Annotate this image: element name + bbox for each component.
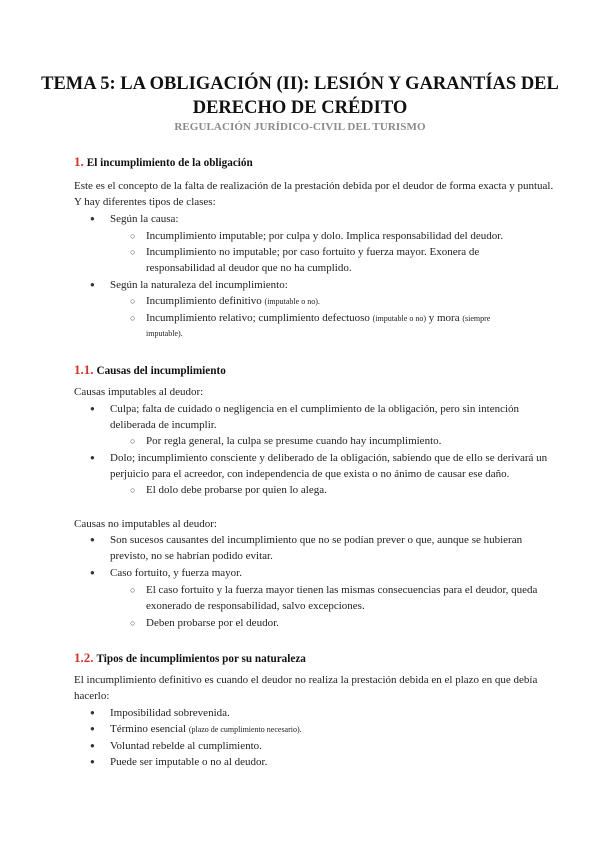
- section-title: Tipos de incumplimientos por su naturaleza: [96, 653, 306, 665]
- page-title: [40, 72, 560, 120]
- section-number: 1.2.: [74, 650, 94, 665]
- item-text: y mora: [428, 312, 460, 324]
- list-item: ● Según la causa:: [110, 211, 178, 227]
- paragraph: Este es el concepto de la falta de realización de la prestación debida por el deudor de forma exacta y puntual.: [74, 180, 554, 192]
- paragraph: El incumplimiento definitivo es cuando el deudor no realiza la prestación debida en el plazo en que debía: [74, 674, 538, 686]
- list-item: ● Culpa; falta de cuidado o negligencia en el cumplimiento de la obligación, pero sin intención: [110, 401, 519, 417]
- list-item: ● Puede ser imputable o no al deudor.: [110, 754, 267, 770]
- list-item: ● Imposibilidad sobrevenida.: [110, 705, 230, 721]
- paragraph: Causas no imputables al deudor:: [74, 518, 217, 530]
- section-title: Causas del incumplimiento: [96, 365, 226, 377]
- list-item: [146, 310, 490, 327]
- list-item: ● Dolo; incumplimiento consciente y deliberado de la obligación, sabiendo que de ello se derivará un: [110, 450, 547, 466]
- item-note: (plazo de cumplimiento necesario).: [188, 725, 302, 734]
- page-subtitle: REGULACIÓN JURÍDICO-CIVIL DEL TURISMO: [174, 121, 426, 133]
- item-text: Incumplimiento definitivo: [146, 295, 262, 307]
- list-item: ○ El dolo debe probarse por quien lo alega.: [146, 482, 327, 498]
- section-1-1-heading: [74, 362, 226, 378]
- section-1-heading: [74, 154, 253, 170]
- section-number: 1.1.: [74, 362, 94, 377]
- title-line-2: DERECHO DE CRÉDITO: [192, 98, 408, 118]
- list-item-continuation: imputable).: [146, 329, 183, 338]
- item-text: Término esencial: [110, 723, 187, 735]
- list-item: ○ Incumplimiento imputable; por culpa y dolo. Implica responsabilidad del deudor.: [146, 228, 503, 244]
- list-item: ○ Por regla general, la culpa se presume cuando hay incumplimiento.: [146, 433, 441, 449]
- paragraph: hacerlo:: [74, 690, 110, 702]
- list-item-continuation: perjuicio para el acreedor, con independencia de que exista o no ánimo de causar ese daño.: [110, 468, 510, 480]
- item-note: (siempre: [462, 314, 491, 323]
- title-line-1: TEMA 5: LA OBLIGACIÓN (II): LESIÓN Y GARANTÍAS DEL: [41, 74, 559, 94]
- section-number: 1.: [74, 154, 84, 169]
- list-item: ○ Deben probarse por el deudor.: [146, 615, 279, 631]
- list-item: ○ El caso fortuito y la fuerza mayor tienen las mismas consecuencias para el deudor, queda: [146, 582, 537, 598]
- section-title: El incumplimiento de la obligación: [86, 157, 253, 169]
- list-item: ● Voluntad rebelde al cumplimiento.: [110, 738, 262, 754]
- paragraph: Causas imputables al deudor:: [74, 386, 204, 398]
- paragraph: Y hay diferentes tipos de clases:: [74, 196, 216, 208]
- list-item-continuation: deliberada de incumplir.: [110, 419, 217, 431]
- list-item: ● Son sucesos causantes del incumplimiento que no se podían prever o que, aunque se hubieran: [110, 532, 522, 548]
- list-item: [110, 721, 302, 738]
- section-1-2-heading: [74, 650, 306, 666]
- list-item: [146, 293, 320, 310]
- list-item: ● Caso fortuito, y fuerza mayor.: [110, 565, 242, 581]
- item-text: Incumplimiento relativo; cumplimiento defectuoso: [146, 312, 370, 324]
- list-item-continuation: exonerado de responsabilidad, salvo excepciones.: [146, 600, 365, 612]
- list-item: ● Según la naturaleza del incumplimiento:: [110, 277, 288, 293]
- item-note: (imputable o no): [372, 314, 426, 323]
- list-item-continuation: responsabilidad al deudor que no ha cumplido.: [146, 262, 352, 274]
- list-item-continuation: previsto, no se habrían podido evitar.: [110, 550, 273, 562]
- item-note: (imputable o no).: [264, 297, 320, 306]
- list-item: ○ Incumplimiento no imputable; por caso fortuito y fuerza mayor. Exonera de: [146, 244, 479, 260]
